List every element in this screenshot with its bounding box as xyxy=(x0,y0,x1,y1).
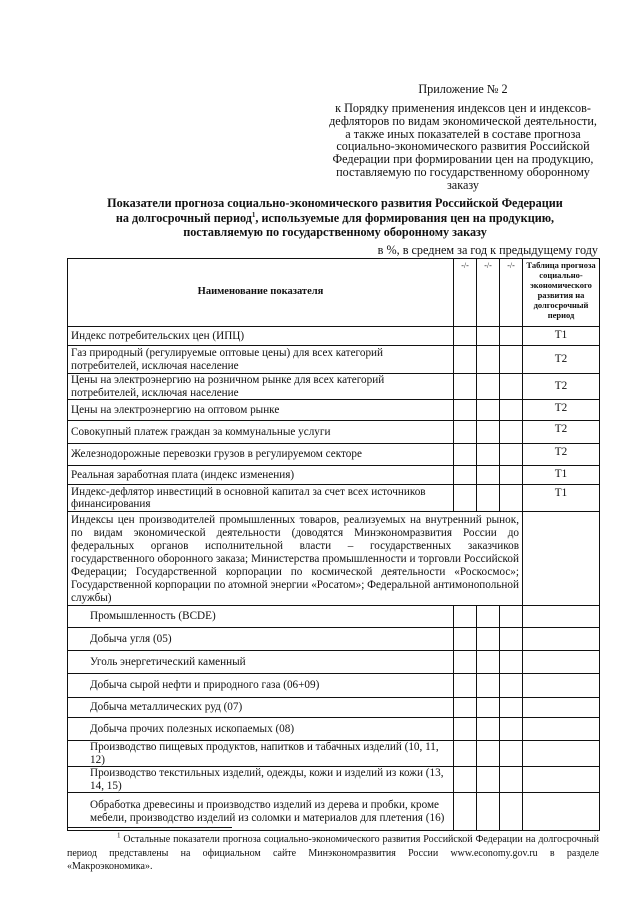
table-row xyxy=(68,651,600,674)
footnote-divider xyxy=(67,827,232,828)
table-row xyxy=(68,374,600,400)
table-row xyxy=(68,327,600,346)
appendix-line: социально-экономического развития Российской xyxy=(336,139,590,154)
unit-label: в %, в среднем за год к предыдущему году xyxy=(377,243,598,257)
appendix-number: Приложение № 2 xyxy=(418,82,508,96)
row-name: Добыча угля (05) xyxy=(68,628,454,651)
table-row xyxy=(68,698,600,718)
row-ref: T2 xyxy=(523,421,600,444)
row-name: Индекс потребительских цен (ИПЦ) xyxy=(68,327,454,346)
table-row xyxy=(68,466,600,485)
group-name: Индексы цен производителей промышленных товаров, реализуемых на внутренний рынок, по видам экономической деятельности (доводятся Минэкономразвития России до федеральных органов исполнительной власти – государственных заказчиков государственного оборонного заказа; Министерства промышленности и торговли Российской Федерации; Государственной корпорации по космической деятельности «Роскосмос»; Государственной корпорации по атомной энергии «Росатом»; Федеральной антимонопольной службы) xyxy=(68,512,523,606)
table-row xyxy=(68,741,600,767)
header-name: Наименование показателя xyxy=(68,259,454,327)
header-col3: -/- xyxy=(500,259,523,327)
table-row xyxy=(68,718,600,741)
row-name: Обработка древесины и производство изделий из дерева и пробки, кроме мебели, производство изделий из соломки и материалов для плетения (16) xyxy=(68,793,454,831)
table-row xyxy=(68,444,600,466)
table-row xyxy=(68,421,600,444)
table-row xyxy=(68,346,600,374)
row-name: Газ природный (регулируемые оптовые цены) для всех категорий потребителей, исключая население xyxy=(68,346,454,374)
row-name: Индекс-дефлятор инвестиций в основной капитал за счет всех источников финансирования xyxy=(68,485,454,512)
row-ref: T2 xyxy=(523,374,600,400)
row-ref: T2 xyxy=(523,444,600,466)
table-header-row xyxy=(68,259,600,327)
row-ref: T1 xyxy=(523,466,600,485)
appendix-line: Федерации при формировании цен на продукцию, xyxy=(332,152,594,167)
title-line: поставляемую по государственному оборонному заказу xyxy=(183,225,487,239)
appendix-line: поставляемую по государственному оборонному xyxy=(336,164,590,179)
title-text: , используемые для формирования цен на продукцию, xyxy=(255,210,555,225)
header-col1: -/- xyxy=(454,259,477,327)
row-name: Производство пищевых продуктов, напитков и табачных изделий (10, 11, 12) xyxy=(68,741,454,767)
footnote-ref[interactable]: 1 xyxy=(251,210,256,219)
table-row xyxy=(68,485,600,512)
row-name: Промышленность (BCDE) xyxy=(68,606,454,628)
table-row xyxy=(68,628,600,651)
row-ref: T1 xyxy=(523,327,600,346)
title-line: Показатели прогноза социально-экономического развития Российской Федерации xyxy=(107,196,563,210)
header-source: Таблица прогноза социально-экономического развития на долгосрочный период xyxy=(523,259,600,327)
table-row xyxy=(68,767,600,793)
appendix-line: дефляторов по видам экономической деятельности, xyxy=(329,113,597,128)
indicators-table xyxy=(67,258,600,831)
row-ref: T2 xyxy=(523,346,600,374)
appendix-line: к Порядку применения индексов цен и индексов- xyxy=(335,101,591,115)
title-line xyxy=(45,211,625,226)
row-name: Производство текстильных изделий, одежды, кожи и изделий из кожи (13, 14, 15) xyxy=(68,767,454,793)
row-name: Реальная заработная плата (индекс изменения) xyxy=(68,466,454,485)
appendix-line: а также иных показателей в составе прогноза xyxy=(345,126,581,141)
title-text: на долгосрочный период xyxy=(115,210,252,225)
table-group-row xyxy=(68,512,600,606)
table-row xyxy=(68,606,600,628)
row-name: Добыча прочих полезных ископаемых (08) xyxy=(68,718,454,741)
row-name: Совокупный платеж граждан за коммунальные услуги xyxy=(68,421,454,444)
footnote-mark: 1 xyxy=(117,831,121,840)
row-name: Железнодорожные перевозки грузов в регулируемом секторе xyxy=(68,444,454,466)
row-name: Цены на электроэнергию на оптовом рынке xyxy=(68,400,454,421)
row-name: Уголь энергетический каменный xyxy=(68,651,454,674)
table-row xyxy=(68,674,600,698)
row-name: Цены на электроэнергию на розничном рынке для всех категорий потребителей, исключая население xyxy=(68,374,454,400)
row-ref: T1 xyxy=(523,485,600,512)
footnote xyxy=(67,833,599,874)
table-row xyxy=(68,400,600,421)
header-col2: -/- xyxy=(477,259,500,327)
document-title xyxy=(45,196,625,240)
appendix-header xyxy=(308,82,618,192)
appendix-line: заказу xyxy=(446,177,480,192)
footnote-text: Остальные показатели прогноза социально-экономического развития Российской Федерации на долгосрочный период представлены на официальном сайте Минэкономразвития России www.economy.gov.ru в разделе «Макроэкономика». xyxy=(67,834,599,872)
table-row xyxy=(68,793,600,831)
row-ref: T2 xyxy=(523,400,600,421)
row-name: Добыча сырой нефти и природного газа (06+09) xyxy=(68,674,454,698)
row-name: Добыча металлических руд (07) xyxy=(68,698,454,718)
